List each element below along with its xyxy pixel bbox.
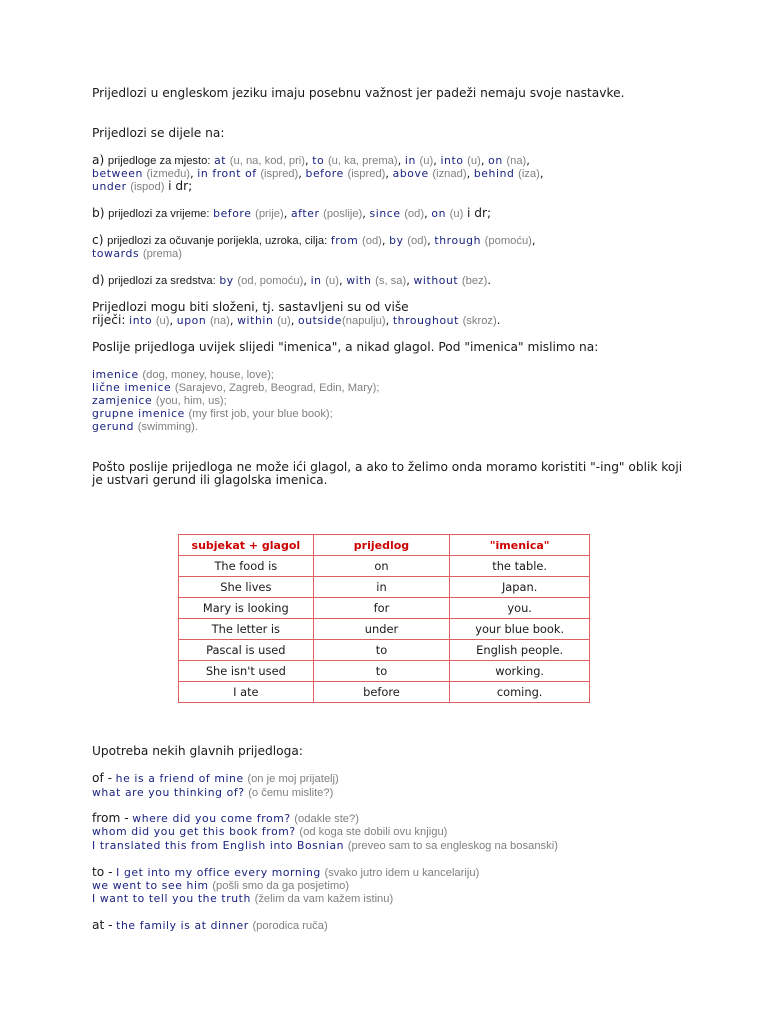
translation: (u, ka, prema) — [327, 155, 398, 167]
table-cell: on — [313, 556, 450, 577]
translation: (poslije) — [323, 208, 363, 220]
translation: (u, na, kod, pri) — [229, 155, 306, 167]
table-cell: in — [313, 577, 450, 598]
table-cell: I ate — [179, 682, 314, 703]
table-cell: The letter is — [179, 619, 314, 640]
translation: (od) — [404, 208, 425, 220]
example-translation: (od koga ste dobili ovu knjigu) — [299, 826, 448, 838]
preposition: within — [237, 314, 274, 327]
example-translation: (o čemu mislite?) — [248, 787, 334, 799]
example-sentence: I want to tell you the truth — [92, 892, 251, 905]
preposition: from — [330, 234, 359, 247]
table-cell: under — [313, 619, 450, 640]
preposition: upon — [176, 314, 207, 327]
translation: (u) — [467, 155, 481, 167]
example-translation: (on je moj prijatelj) — [247, 773, 339, 785]
usage-example — [92, 772, 339, 786]
example-sentence: what are you thinking of? — [92, 786, 245, 799]
preposition: in — [404, 154, 416, 167]
usage-example — [92, 879, 349, 893]
section-c-line1: c) prijedlozi za očuvanje porijekla, uzroka, cilja: from (od), by (od), through (pomoću), — [92, 233, 536, 247]
example-translation: (odakle ste?) — [294, 813, 359, 825]
preposition: in front of — [197, 167, 257, 180]
preposition: after — [290, 207, 320, 220]
table-row — [179, 577, 590, 598]
example-sentence: whom did you get this book from? — [92, 825, 296, 838]
tail-text: i dr; — [168, 179, 193, 193]
noun-term: grupne imenice — [92, 407, 185, 420]
example-sentence: where did you come from? — [132, 812, 291, 825]
usage-example — [92, 892, 393, 906]
table-cell: English people. — [450, 640, 590, 661]
preposition: towards — [92, 247, 140, 260]
noun-examples: (dog, money, house, love); — [142, 369, 275, 381]
noun-term: lične imenice — [92, 381, 172, 394]
example-sentence: I translated this from English into Bosnian — [92, 839, 345, 852]
table-row — [179, 556, 590, 577]
translation: (na) — [506, 155, 527, 167]
usage-example — [92, 866, 479, 880]
example-sentence: I get into my office every morning — [116, 866, 321, 879]
table-header-row — [179, 535, 590, 556]
preposition: between — [92, 167, 143, 180]
noun-examples: (my first job, your blue book); — [188, 408, 333, 420]
example-translation: (svako jutro idem u kancelariju) — [324, 867, 480, 879]
table-cell: The food is — [179, 556, 314, 577]
translation: (u) — [325, 275, 339, 287]
translation: (od, pomoću) — [237, 275, 304, 287]
usage-example — [92, 839, 558, 853]
translation: (u) — [155, 315, 170, 327]
noun-item — [92, 368, 274, 382]
preposition: throughout — [392, 314, 459, 327]
after-prep-text: Poslije prijedloga uvijek slijedi "imenica", a nikad glagol. Pod "imenica" mislimo na: — [92, 340, 599, 354]
usage-example — [92, 919, 328, 933]
noun-term: zamjenice — [92, 394, 153, 407]
section-a-line1: a) prijedloge za mjesto: at (u, na, kod, pri), to (u, ka, prema), in (u), into (u), on (na), — [92, 153, 530, 167]
table-row — [179, 682, 590, 703]
example-translation: (preveo sam to sa engleskog na bosanski) — [347, 840, 558, 852]
table-cell: working. — [450, 661, 590, 682]
table-row — [179, 619, 590, 640]
translation: (iznad) — [432, 168, 467, 180]
section-title: prijedlozi za očuvanje porijekla, uzroka, cilja — [107, 235, 325, 247]
translation: (prema) — [142, 248, 183, 260]
section-title: prijedlozi za sredstva — [108, 275, 213, 287]
noun-item — [92, 420, 198, 434]
section-label: a) — [92, 153, 105, 167]
translation: (ispod) — [130, 181, 165, 193]
table-cell: coming. — [450, 682, 590, 703]
table-cell: Mary is looking — [179, 598, 314, 619]
preposition: before — [305, 167, 344, 180]
translation: (na) — [209, 315, 230, 327]
table-cell: the table. — [450, 556, 590, 577]
table-cell: before — [313, 682, 450, 703]
preposition: through — [434, 234, 482, 247]
translation: (pomoću) — [484, 235, 532, 247]
preposition: by — [389, 234, 404, 247]
example-translation: (pošli smo da ga posjetimo) — [212, 880, 350, 892]
table-row — [179, 598, 590, 619]
example-translation: (porodica ruča) — [252, 920, 328, 932]
tail-text: i dr; — [466, 206, 492, 220]
preposition: by — [219, 274, 234, 287]
table-cell: Pascal is used — [179, 640, 314, 661]
table-cell: She lives — [179, 577, 314, 598]
usage-prefix: to - — [92, 865, 113, 879]
table-cell: you. — [450, 598, 590, 619]
translation: (skroz) — [462, 315, 497, 327]
preposition: outside — [298, 314, 343, 327]
translation: (bez) — [461, 275, 488, 287]
table-header: prijedlog — [313, 535, 450, 556]
example-sentence: he is a friend of mine — [115, 772, 244, 785]
preposition: on — [431, 207, 447, 220]
section-c-line2 — [92, 247, 182, 261]
noun-item — [92, 394, 227, 408]
noun-examples: (Sarajevo, Zagreb, Beograd, Edin, Mary); — [174, 382, 380, 394]
section-label: b) — [92, 206, 105, 220]
preposition: at — [214, 154, 227, 167]
preposition: since — [369, 207, 401, 220]
table-header: subjekat + glagol — [179, 535, 314, 556]
noun-term: gerund — [92, 420, 135, 433]
preposition: in — [310, 274, 322, 287]
translation: (napulju) — [342, 315, 386, 327]
section-a-line2: between (između), in front of (ispred), before (ispred), above (iznad), behind (iza), — [92, 166, 544, 180]
table-cell: your blue book. — [450, 619, 590, 640]
table-cell: to — [313, 661, 450, 682]
gerund-note-line1: Pošto poslije prijedloga ne može ići glagol, a ako to želimo onda moramo koristiti "-ing" oblik koji — [92, 460, 683, 474]
usage-prefix: at - — [92, 918, 113, 932]
example-sentence: the family is at dinner — [116, 919, 249, 932]
noun-item — [92, 381, 379, 395]
preposition: behind — [473, 167, 515, 180]
section-label: d) — [92, 273, 105, 287]
table-row — [179, 640, 590, 661]
translation: (u) — [449, 208, 464, 220]
compound-intro: Prijedlozi mogu biti složeni, tj. sastavljeni su od više — [92, 300, 409, 314]
translation: (od) — [407, 235, 428, 247]
table-header: "imenica" — [450, 535, 590, 556]
translation: (u) — [419, 155, 434, 167]
translation: (iza) — [518, 168, 540, 180]
table-cell: to — [313, 640, 450, 661]
usage-example — [92, 812, 359, 826]
intro-text: Prijedlozi u engleskom jeziku imaju posebnu važnost jer padeži nemaju svoje nastavke. — [92, 86, 625, 100]
section-title: prijedlozi za vrijeme — [108, 208, 207, 220]
compound-list: riječi: into (u), upon (na), within (u), outside(napulju), throughout (skroz). — [92, 313, 501, 327]
translation: (u) — [277, 315, 291, 327]
gerund-note-line2: je ustvari gerund ili glagolska imenica. — [92, 473, 328, 487]
preposition: before — [213, 207, 252, 220]
usage-example — [92, 825, 447, 839]
table-cell: She isn't used — [179, 661, 314, 682]
section-title: prijedloge za mjesto — [107, 155, 208, 167]
section-a-line3 — [92, 180, 192, 194]
preposition: with — [346, 274, 372, 287]
divide-heading: Prijedlozi se dijele na: — [92, 126, 225, 140]
table-cell: Japan. — [450, 577, 590, 598]
table-row — [179, 661, 590, 682]
translation: (ispred) — [347, 168, 386, 180]
usage-prefix: of - — [92, 771, 113, 785]
translation: (ispred) — [260, 168, 299, 180]
table-cell: for — [313, 598, 450, 619]
noun-item — [92, 407, 333, 421]
preposition: under — [92, 180, 127, 193]
section-label: c) — [92, 233, 104, 247]
example-sentence: we went to see him — [92, 879, 209, 892]
noun-examples: (swimming). — [137, 421, 198, 433]
preposition: into — [440, 154, 464, 167]
usage-title: Upotreba nekih glavnih prijedloga: — [92, 744, 303, 758]
preposition: on — [488, 154, 503, 167]
preposition-table — [178, 534, 590, 703]
translation: (prije) — [255, 208, 284, 220]
preposition: to — [312, 154, 325, 167]
preposition: into — [129, 314, 153, 327]
noun-term: imenice — [92, 368, 139, 381]
usage-example — [92, 786, 333, 800]
preposition: without — [413, 274, 459, 287]
translation: (od) — [362, 235, 382, 247]
translation: (s, sa) — [375, 275, 407, 287]
usage-prefix: from - — [92, 811, 129, 825]
section-b-line: b) prijedlozi za vrijeme: before (prije), after (poslije), since (od), on (u) i dr; — [92, 206, 492, 220]
translation: (između) — [146, 168, 191, 180]
preposition: above — [392, 167, 429, 180]
example-translation: (želim da vam kažem istinu) — [254, 893, 394, 905]
compound-lead: riječi: — [92, 313, 126, 327]
noun-examples: (you, him, us); — [155, 395, 227, 407]
section-d-line: d) prijedlozi za sredstva: by (od, pomoću), in (u), with (s, sa), without (bez). — [92, 273, 491, 287]
